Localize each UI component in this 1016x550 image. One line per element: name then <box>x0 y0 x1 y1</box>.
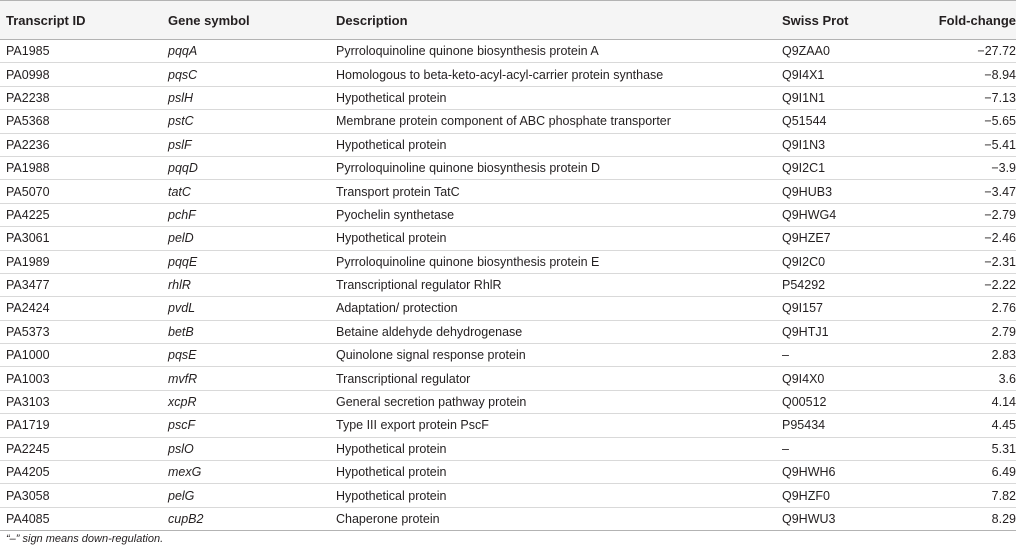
cell-description: Adaptation/ protection <box>336 301 458 316</box>
cell-swiss-prot: Q9I2C0 <box>782 254 826 269</box>
cell-gene-symbol: betB <box>168 324 194 339</box>
cell-swiss-prot: Q9HWG4 <box>782 207 837 222</box>
header-transcript-id: Transcript ID <box>6 12 86 28</box>
cell-fold-change: 4.45 <box>991 418 1016 433</box>
cell-transcript-id: PA1003 <box>6 371 50 386</box>
cell-transcript-id: PA1000 <box>6 348 50 363</box>
cell-swiss-prot: Q9HUB3 <box>782 184 833 199</box>
cell-gene-symbol: pstC <box>168 114 194 129</box>
cell-fold-change: 2.76 <box>991 301 1016 316</box>
table-row <box>0 461 1016 484</box>
cell-transcript-id: PA1988 <box>6 161 50 176</box>
cell-swiss-prot: P54292 <box>782 278 826 293</box>
cell-gene-symbol: pqsC <box>168 67 198 82</box>
table-row <box>0 414 1016 437</box>
cell-description: General secretion pathway protein <box>336 395 527 410</box>
cell-transcript-id: PA5368 <box>6 114 50 129</box>
header-swiss-prot: Swiss Prot <box>782 12 849 28</box>
cell-swiss-prot: Q9HWU3 <box>782 512 836 526</box>
cell-gene-symbol: pvdL <box>168 301 196 316</box>
header-description: Description <box>336 12 408 28</box>
cell-description: Type III export protein PscF <box>336 418 489 433</box>
cell-gene-symbol: pqsE <box>168 348 197 363</box>
cell-description: Chaperone protein <box>336 512 440 526</box>
cell-transcript-id: PA3103 <box>6 395 50 410</box>
cell-description: Membrane protein component of ABC phosphate transporter <box>336 114 671 129</box>
cell-description: Hypothetical protein <box>336 90 447 105</box>
cell-fold-change: −3.47 <box>984 184 1016 199</box>
cell-transcript-id: PA4225 <box>6 207 50 222</box>
cell-gene-symbol: xcpR <box>168 395 197 410</box>
cell-gene-symbol: pslH <box>168 90 194 105</box>
table-row <box>0 156 1016 179</box>
cell-fold-change: 8.29 <box>991 512 1016 526</box>
cell-gene-symbol: cupB2 <box>168 512 204 526</box>
cell-description: Hypothetical protein <box>336 465 447 480</box>
header-gene-symbol: Gene symbol <box>168 12 250 28</box>
header-row <box>0 1 1016 40</box>
cell-gene-symbol: pqqE <box>168 254 198 269</box>
table-row <box>0 484 1016 507</box>
cell-description: Pyochelin synthetase <box>336 207 455 222</box>
cell-swiss-prot: Q9I1N1 <box>782 90 826 105</box>
table-row <box>0 367 1016 390</box>
cell-transcript-id: PA0998 <box>6 67 50 82</box>
table-footnote: “–” sign means down-regulation. <box>6 533 164 545</box>
cell-swiss-prot: P95434 <box>782 418 826 433</box>
cell-description: Betaine aldehyde dehydrogenase <box>336 324 523 339</box>
cell-fold-change: 6.49 <box>991 465 1016 480</box>
cell-description: Quinolone signal response protein <box>336 348 526 363</box>
table-row <box>0 390 1016 413</box>
cell-fold-change: −8.94 <box>984 67 1016 82</box>
cell-gene-symbol: pslF <box>168 137 192 152</box>
cell-transcript-id: PA3058 <box>6 488 50 503</box>
table-row <box>0 86 1016 109</box>
cell-fold-change: 4.14 <box>991 395 1016 410</box>
table-row <box>0 437 1016 460</box>
table-row <box>0 133 1016 156</box>
cell-fold-change: −2.22 <box>984 278 1016 293</box>
cell-swiss-prot: Q9HTJ1 <box>782 324 829 339</box>
cell-gene-symbol: pscF <box>168 418 196 433</box>
table-row <box>0 180 1016 203</box>
table-row <box>0 40 1016 63</box>
cell-gene-symbol: pelD <box>168 231 194 246</box>
cell-swiss-prot: Q9I157 <box>782 301 824 316</box>
cell-swiss-prot: – <box>782 441 789 456</box>
cell-transcript-id: PA2236 <box>6 137 50 152</box>
cell-swiss-prot: Q9HZF0 <box>782 488 830 503</box>
cell-swiss-prot: Q9I4X0 <box>782 371 825 386</box>
cell-description: Hypothetical protein <box>336 137 447 152</box>
cell-gene-symbol: rhlR <box>168 278 191 293</box>
cell-description: Pyrroloquinoline quinone biosynthesis protein A <box>336 44 599 59</box>
cell-swiss-prot: Q9HWH6 <box>782 465 836 480</box>
header-fold-change: Fold-change <box>938 12 1016 28</box>
table-row <box>0 203 1016 226</box>
cell-transcript-id: PA5373 <box>6 324 50 339</box>
cell-gene-symbol: pslO <box>168 441 194 456</box>
cell-swiss-prot: Q51544 <box>782 114 827 129</box>
cell-fold-change: 3.6 <box>998 371 1016 386</box>
cell-description: Hypothetical protein <box>336 488 447 503</box>
cell-fold-change: −5.41 <box>984 137 1016 152</box>
cell-transcript-id: PA4085 <box>6 512 50 526</box>
cell-gene-symbol: pqqD <box>168 161 198 176</box>
cell-swiss-prot: Q00512 <box>782 395 827 410</box>
table-row <box>0 344 1016 367</box>
cell-fold-change: −27.72 <box>977 44 1016 59</box>
table-row <box>0 273 1016 296</box>
cell-swiss-prot: Q9I2C1 <box>782 161 826 176</box>
table-row <box>0 250 1016 273</box>
table-header <box>0 1 1016 40</box>
cell-transcript-id: PA1719 <box>6 418 50 433</box>
cell-fold-change: −3.9 <box>991 161 1016 176</box>
cell-swiss-prot: Q9I4X1 <box>782 67 825 82</box>
table-row <box>0 227 1016 250</box>
cell-transcript-id: PA4205 <box>6 465 50 480</box>
table-row <box>0 63 1016 86</box>
cell-transcript-id: PA2238 <box>6 90 50 105</box>
cell-gene-symbol: mexG <box>168 465 202 480</box>
cell-description: Transport protein TatC <box>336 184 460 199</box>
cell-description: Homologous to beta-keto-acyl-acyl-carrier protein synthase <box>336 67 664 82</box>
cell-swiss-prot: – <box>782 348 789 363</box>
table-row <box>0 507 1016 530</box>
cell-transcript-id: PA2424 <box>6 301 50 316</box>
cell-fold-change: 2.79 <box>991 324 1016 339</box>
cell-transcript-id: PA5070 <box>6 184 50 199</box>
cell-description: Pyrroloquinoline quinone biosynthesis protein E <box>336 254 600 269</box>
cell-transcript-id: PA3061 <box>6 231 50 246</box>
cell-description: Hypothetical protein <box>336 441 447 456</box>
cell-swiss-prot: Q9ZAA0 <box>782 44 830 59</box>
cell-transcript-id: PA2245 <box>6 441 50 456</box>
cell-fold-change: 2.83 <box>991 348 1016 363</box>
cell-swiss-prot: Q9HZE7 <box>782 231 831 246</box>
cell-fold-change: 7.82 <box>991 488 1016 503</box>
table-body <box>0 40 1016 531</box>
cell-transcript-id: PA1985 <box>6 44 50 59</box>
cell-gene-symbol: pqqA <box>168 44 198 59</box>
cell-fold-change: −7.13 <box>984 90 1016 105</box>
cell-description: Pyrroloquinoline quinone biosynthesis protein D <box>336 161 601 176</box>
cell-gene-symbol: tatC <box>168 184 191 199</box>
table-row <box>0 320 1016 343</box>
cell-fold-change: −2.46 <box>984 231 1016 246</box>
cell-description: Transcriptional regulator <box>336 371 471 386</box>
cell-gene-symbol: pelG <box>168 488 195 503</box>
cell-gene-symbol: mvfR <box>168 371 198 386</box>
cell-gene-symbol: pchF <box>168 207 196 222</box>
cell-swiss-prot: Q9I1N3 <box>782 137 826 152</box>
cell-fold-change: −2.79 <box>984 207 1016 222</box>
table-row <box>0 297 1016 320</box>
cell-fold-change: 5.31 <box>991 441 1016 456</box>
cell-fold-change: −5.65 <box>984 114 1016 129</box>
cell-fold-change: −2.31 <box>984 254 1016 269</box>
cell-transcript-id: PA1989 <box>6 254 50 269</box>
cell-transcript-id: PA3477 <box>6 278 50 293</box>
cell-description: Hypothetical protein <box>336 231 447 246</box>
table-row <box>0 110 1016 133</box>
cell-description: Transcriptional regulator RhlR <box>336 278 502 293</box>
